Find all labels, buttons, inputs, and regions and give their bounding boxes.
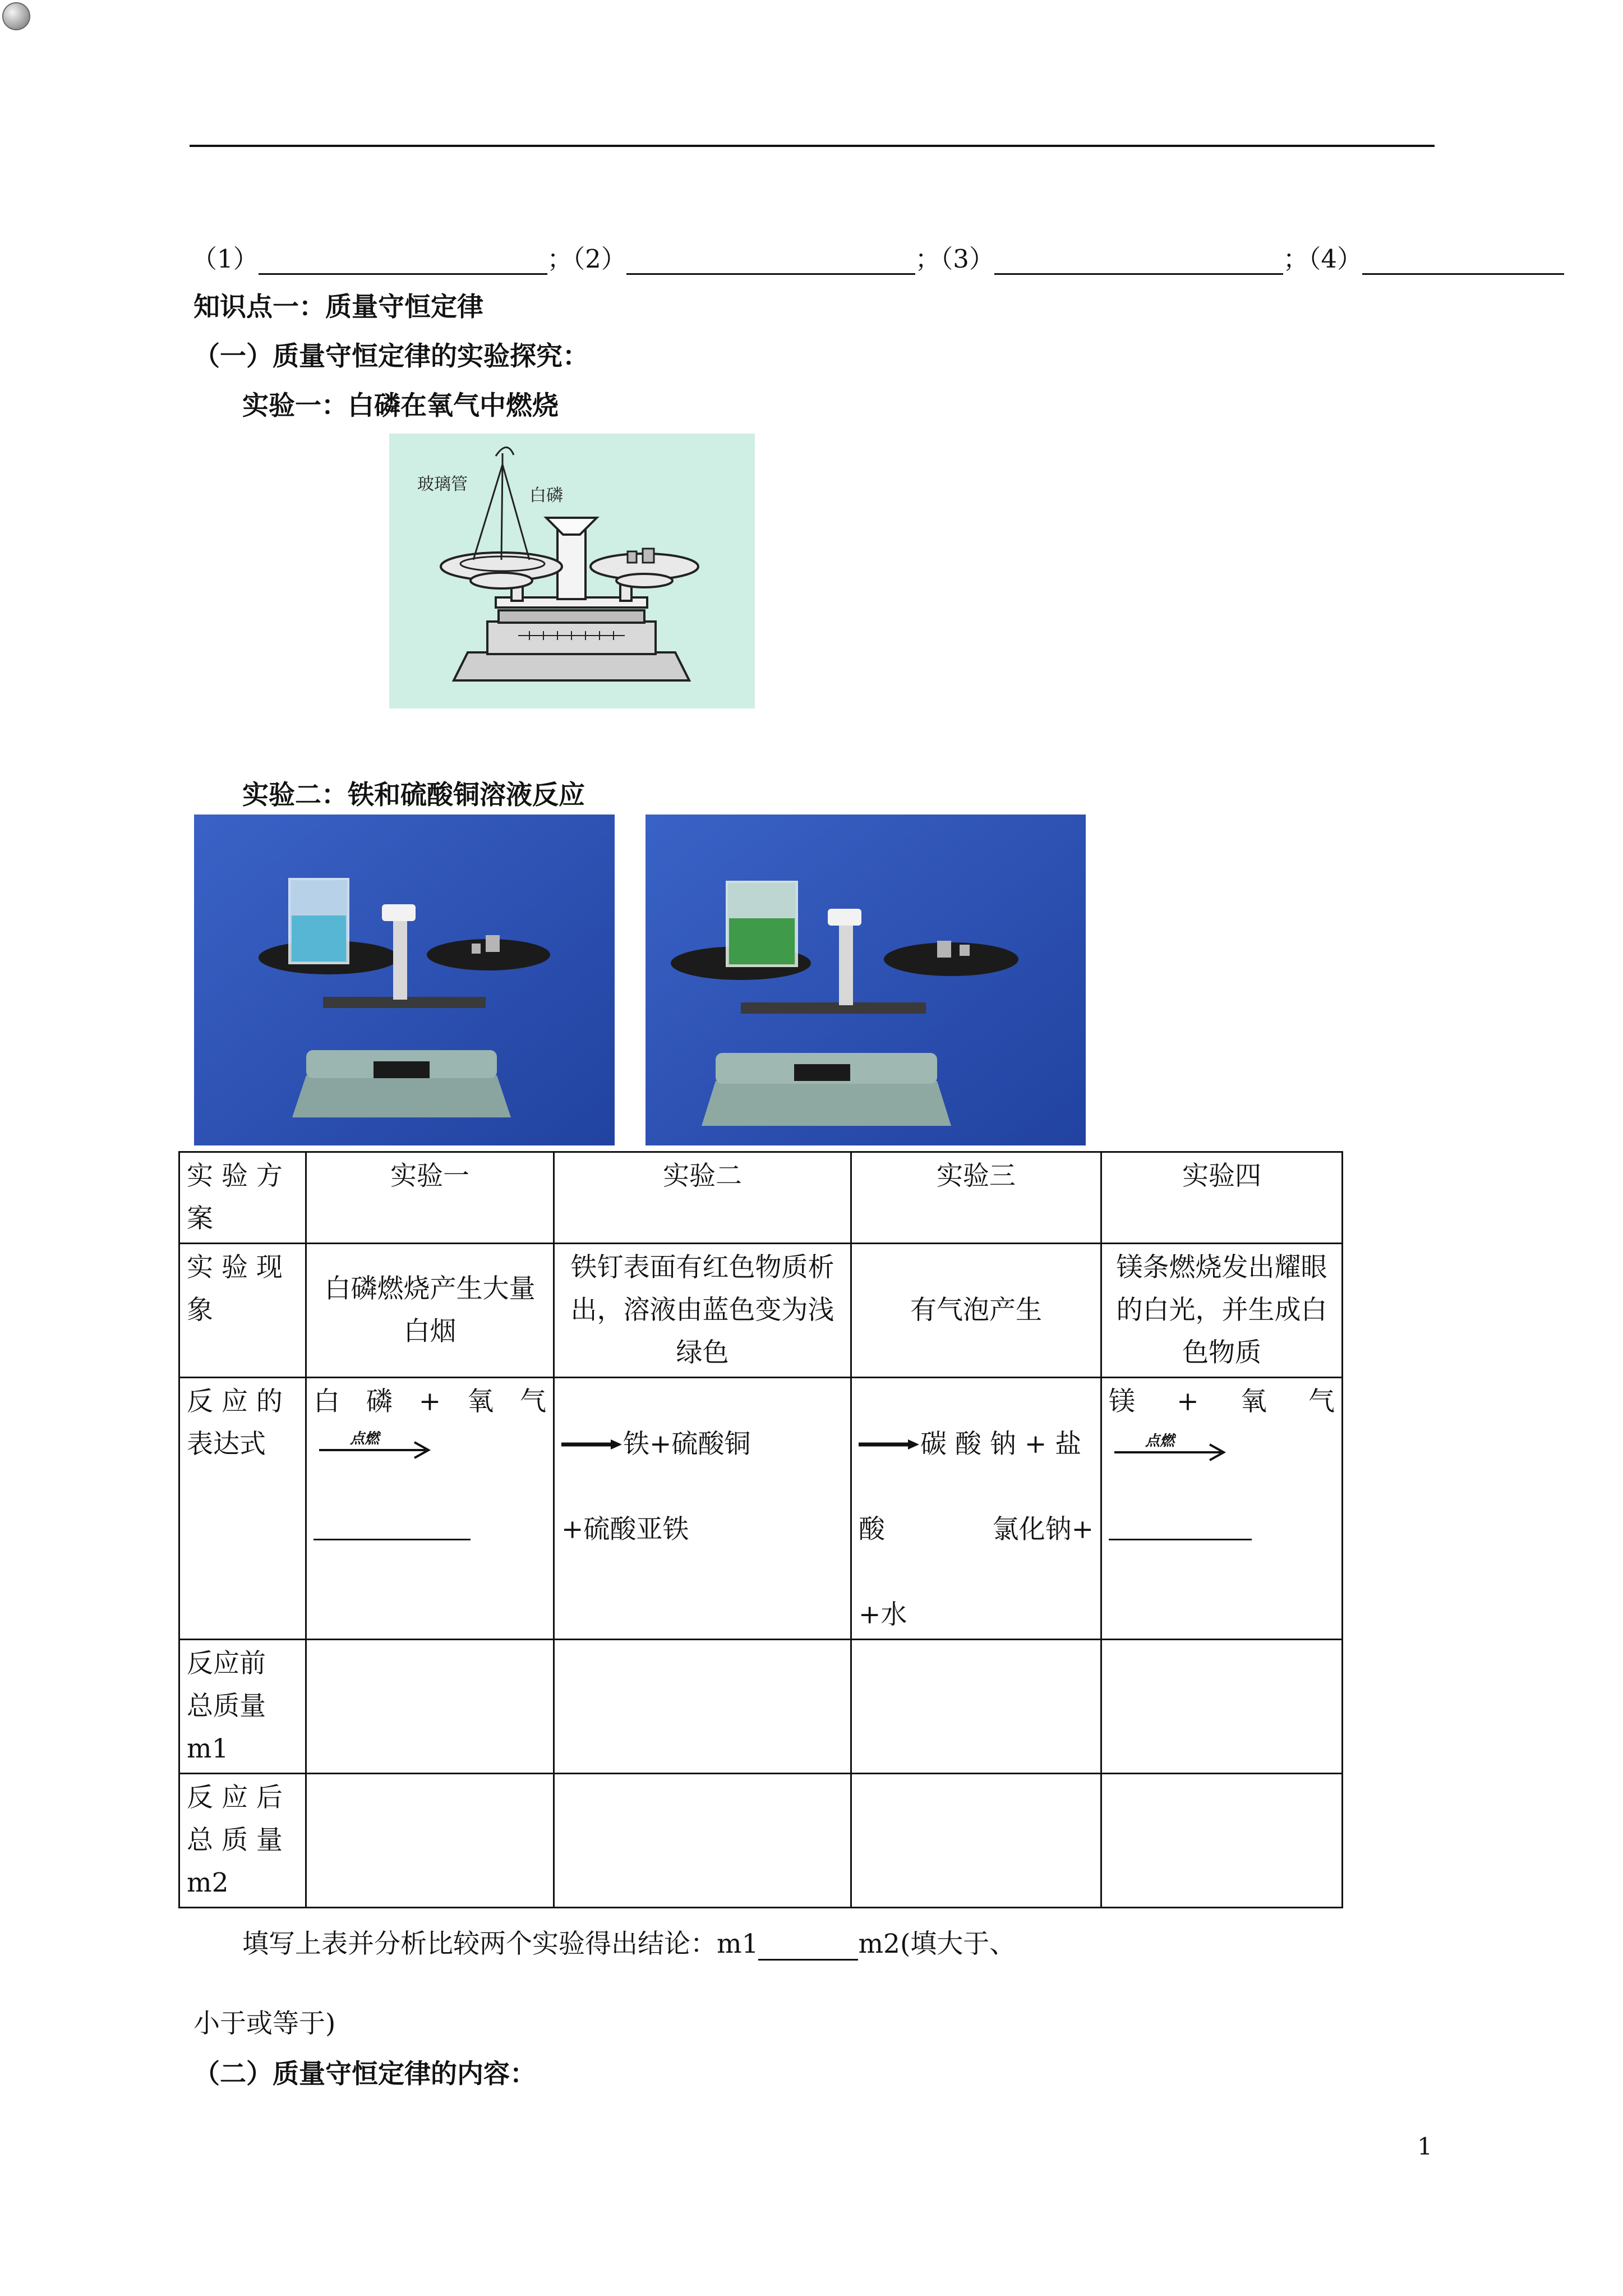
word: 气 [1308,1386,1335,1417]
expression-exp4-words [1109,1381,1335,1423]
word: + [418,1386,441,1417]
blank-1[interactable] [259,245,547,275]
ignite-arrow-label: 点燃 [1145,1433,1175,1450]
experiment-2-heading: 实验二：铁和硫酸铜溶液反应 [242,780,585,811]
product-blank-exp1[interactable] [313,1539,471,1540]
mass-after-exp3[interactable] [851,1774,1101,1908]
blank-label-3: ；（3） [915,244,994,274]
header-exp2: 实验二 [554,1152,851,1244]
phenomenon-exp4: 镁条燃烧发出耀眼的白光，并生成白色物质 [1101,1244,1343,1378]
blank-3[interactable] [994,245,1283,275]
word: 镁 [1109,1386,1135,1417]
blank-label-1: （1） [192,244,259,274]
blank-2[interactable] [626,245,915,275]
balance-copper-sulfate-photo-after [645,815,1086,1145]
reactants-exp3: 碳 酸 钠 + 盐 [920,1429,1082,1460]
balance-phosphorus-figure [389,434,755,708]
ignite-arrow [1109,1423,1335,1466]
word: 白 [313,1386,340,1417]
table-row [179,1774,1343,1908]
expression-exp1-words [313,1381,546,1423]
table-row [179,1244,1343,1378]
mass-before-exp4[interactable] [1101,1640,1343,1774]
mass-before-exp3[interactable] [851,1640,1101,1774]
table-row [179,1378,1343,1640]
phenomenon-exp1: 白磷燃烧产生大量白烟 [306,1244,554,1378]
mass-after-exp1[interactable] [306,1774,554,1908]
header-exp4: 实验四 [1101,1152,1343,1244]
header-exp3: 实验三 [851,1152,1101,1244]
conclusion-prompt: 填写上表并分析比较两个实验得出结论：m1 [242,1929,759,1959]
row-head-mass-before: 反应前 总质量 m1 [179,1640,306,1774]
word: 气 [519,1386,546,1417]
word: 氧 [467,1386,494,1417]
expression-exp1 [306,1378,554,1640]
ignite-arrow [313,1423,546,1466]
phenomenon-exp3: 有气泡产生 [851,1244,1101,1378]
expression-exp4 [1101,1378,1343,1640]
experiment-table [178,1151,1343,1908]
conclusion-hint: m2(填大于、 [858,1929,1016,1959]
expression-exp3-line2 [859,1508,1094,1551]
word: 酸 [859,1514,885,1545]
reaction-arrow-icon [561,1436,623,1453]
conclusion-line-2: 小于或等于) [193,2008,336,2039]
word: 氯化钠+ [992,1514,1094,1545]
word: 氧 [1240,1386,1267,1417]
blank-label-4: ；（4） [1283,244,1363,274]
page-orb-icon [2,2,30,30]
page-number: 1 [1417,2133,1432,2160]
knowledge-point-heading: 知识点一：质量守恒定律 [193,292,483,323]
product-blank-exp4[interactable] [1109,1539,1252,1540]
fill-blank-row [192,238,1564,275]
reactants-exp2: 铁+硫酸铜 [623,1429,751,1460]
mass-after-exp4[interactable] [1101,1774,1343,1908]
expression-exp2 [554,1378,851,1640]
mass-before-exp1[interactable] [306,1640,554,1774]
experiment-1-heading: 实验一：白磷在氧气中燃烧 [242,390,559,421]
word: 磷 [366,1386,393,1417]
section-1-heading: （一）质量守恒定律的实验探究： [193,341,589,372]
blank-label-2: ；（2） [547,244,626,274]
mass-before-exp2[interactable] [554,1640,851,1774]
phenomenon-exp2: 铁钉表面有红色物质析出，溶液由蓝色变为浅绿色 [554,1244,851,1378]
ignite-arrow-label: 点燃 [350,1430,380,1447]
label-white-phosphorus: 白磷 [529,486,563,505]
section-2-heading: （二）质量守恒定律的内容： [193,2059,536,2090]
expression-exp3 [851,1378,1101,1640]
table-row [179,1152,1343,1244]
expression-exp2-line1 [561,1423,843,1466]
products-exp2: +硫酸亚铁 [561,1514,689,1545]
expression-exp3-line1 [859,1423,1094,1466]
balance-copper-sulfate-photo-before [194,815,615,1145]
row-head-plan: 实 验 方 案 [179,1152,306,1244]
mass-after-exp2[interactable] [554,1774,851,1908]
blank-4[interactable] [1362,245,1564,275]
row-head-expression: 反 应 的 表达式 [179,1378,306,1640]
comparison-blank[interactable] [758,1933,858,1961]
row-head-phenomenon: 实 验 现 象 [179,1244,306,1378]
reaction-arrow-icon [859,1436,920,1453]
row-head-mass-after: 反 应 后 总 质 量 m2 [179,1774,306,1908]
conclusion-line-1 [242,1923,1016,1961]
label-glass-tube: 玻璃管 [417,475,468,494]
header-rule [190,145,1435,147]
products-exp3: +水 [859,1599,907,1630]
table-row [179,1640,1343,1774]
word: + [1177,1386,1199,1417]
header-exp1: 实验一 [306,1152,554,1244]
